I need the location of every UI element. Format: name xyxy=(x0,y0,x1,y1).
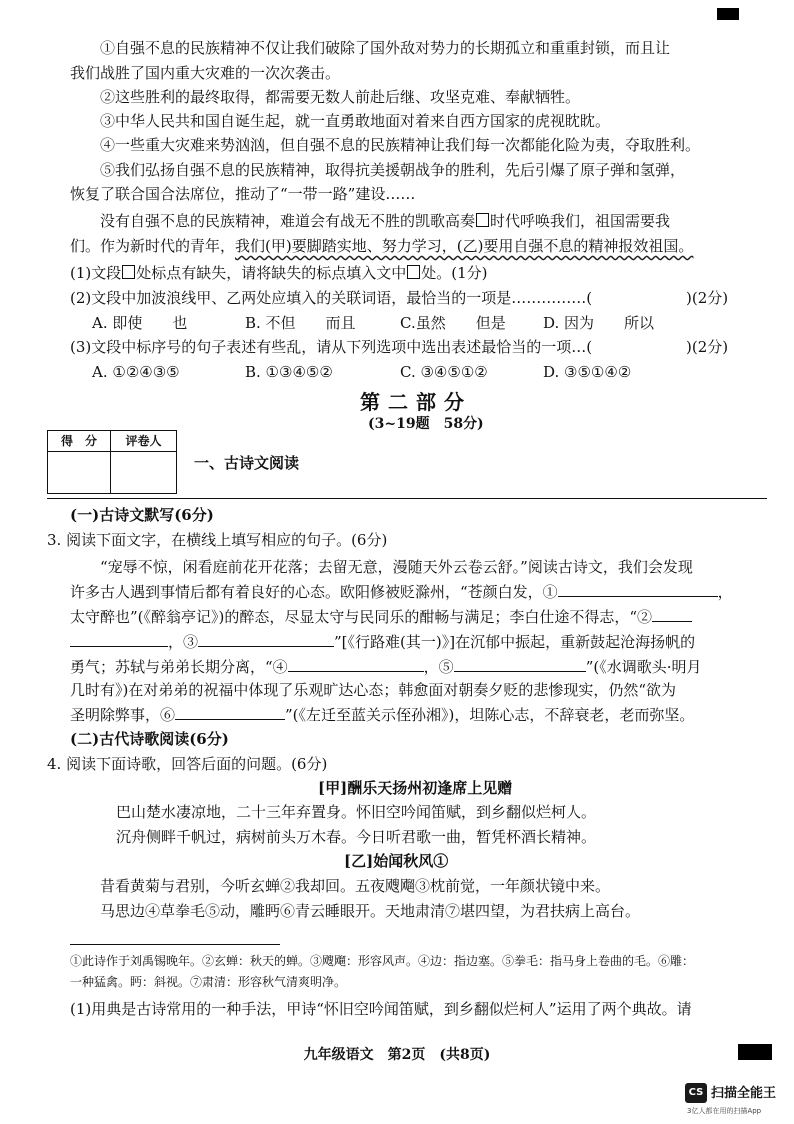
reviewer-cell[interactable] xyxy=(111,452,176,493)
section-divider xyxy=(47,498,767,499)
answer-box[interactable] xyxy=(407,265,420,279)
corner-mark-top xyxy=(717,8,739,20)
paragraph-2-line-1 xyxy=(100,210,670,232)
question-3-option-c[interactable]: C. ③④⑤①② xyxy=(400,363,488,381)
text-line-5 xyxy=(70,655,701,678)
text-line-3 xyxy=(70,605,692,628)
poem-a-line-2: 沉舟侧畔千帆过，病树前头万木春。今日听君歌一曲，暂凭杯酒长精神。 xyxy=(116,828,597,846)
question-1-mid: 处标点有缺失，请将缺失的标点填入文中 xyxy=(136,264,407,282)
text-line-1: “宠辱不惊，闲看庭前花开花落；去留无意，漫随天外云卷云舒。”阅读古诗文，我们会发现 xyxy=(100,558,693,576)
corner-mark-bottom xyxy=(738,1044,772,1060)
sentence-1: ①自强不息的民族精神不仅让我们破除了国外敌对势力的长期孤立和重重封锁，而且让 xyxy=(100,39,671,57)
text-line-6: 几时有》)在对弟弟的祝福中体现了乐观旷达心态；韩愈面对朝奏夕贬的悲惨现实，仍然“欲为 xyxy=(70,681,677,699)
sentence-5: ⑤我们弘扬自强不息的民族精神，取得抗美援朝战争的胜利，先后引爆了原子弹和氢弹， xyxy=(100,161,686,179)
blank-6[interactable] xyxy=(175,703,285,720)
poem-b-title: [乙]始闻秋风① xyxy=(344,852,449,870)
paragraph-2-lead: 们。作为新时代的青年， xyxy=(70,237,236,255)
sentence-2: ②这些胜利的最终取得，都需要无数人前赴后继、攻坚克难、奉献牺牲。 xyxy=(100,88,581,106)
question-1 xyxy=(70,262,488,284)
blank-2b[interactable] xyxy=(70,630,168,647)
sentence-1-cont: 我们战胜了国内重大灾难的一次次袭击。 xyxy=(70,64,341,82)
punctuation-box-ref xyxy=(122,265,135,279)
text-line-4-mark: ，③ xyxy=(168,633,199,651)
blank-4[interactable] xyxy=(288,655,424,672)
text-line-5-mark: ，⑤ xyxy=(423,658,454,676)
question-2-option-d[interactable]: D. 因为 所以 xyxy=(543,314,655,332)
part-subtitle: (3~19题 58分) xyxy=(368,416,484,432)
question-3-option-a[interactable]: A. ①②④③⑤ xyxy=(92,363,180,381)
question-3-option-b[interactable]: B. ①③④⑤② xyxy=(245,363,333,381)
wavy-underlined-text: 我们(甲)要脚踏实地、努力学习，(乙)要用自强不息的精神报效祖国。 xyxy=(235,237,694,255)
question-1-score: 处。(1分) xyxy=(421,264,488,282)
section-1-title: 一、古诗文阅读 xyxy=(194,454,300,472)
text-line-2-lead: 许多古人遇到事情后都有着良好的心态。欧阳修被贬滁州，“苍颜白发，① xyxy=(70,583,558,601)
camscanner-name: 扫描全能王 xyxy=(711,1086,777,1101)
subsection-1-title: (一)古诗文默写(6分) xyxy=(70,506,214,524)
text-line-7-lead: 圣明除弊事，⑥ xyxy=(70,706,176,724)
question-1-lead: (1)文段 xyxy=(70,264,122,282)
paragraph-2-line-2 xyxy=(70,235,693,257)
paragraph-2-text: 没有自强不息的民族精神，难道会有战无不胜的凯歌高奏 xyxy=(100,212,476,230)
question-3-prompt: 3. 阅读下面文字，在横线上填写相应的句子。(6分) xyxy=(47,531,388,549)
page-footer: 九年级语文 第2页 (共8页) xyxy=(303,1047,491,1063)
text-line-2-end: ， xyxy=(717,583,733,601)
question-3-option-d[interactable]: D. ③⑤①④② xyxy=(543,363,632,381)
text-line-4 xyxy=(70,630,695,653)
reviewer-header: 评卷人 xyxy=(111,431,176,452)
poem-b-line-1: 昔看黄菊与君别，今听玄蝉②我却回。五夜飕飗③枕前觉，一年颜状镜中来。 xyxy=(100,877,611,895)
blank-3[interactable] xyxy=(198,630,334,647)
blank-1[interactable] xyxy=(558,580,718,597)
text-line-2 xyxy=(70,580,733,603)
poem-b-line-2: 马思边④草拳毛⑤动，雕眄⑥青云睡眼开。天地肃清⑦堪四望，为君扶病上高台。 xyxy=(100,902,641,920)
score-cell[interactable] xyxy=(48,452,111,493)
part-title: 第二部分 xyxy=(360,390,472,414)
footnote-divider xyxy=(70,944,280,945)
text-line-7-rest: ”(《左迁至蓝关示侄孙湘》)，坦陈心志，不辞衰老，老而弥坚。 xyxy=(285,706,695,724)
punctuation-box[interactable] xyxy=(476,213,489,227)
footnote-line-1: ①此诗作于刘禹锡晚年。②玄蝉：秋天的蝉。③飕飗：形容风声。④边：指边塞。⑤拳毛：指马身上卷曲的毛。⑥雕： xyxy=(70,954,695,968)
question-2-option-c[interactable]: C.虽然 但是 xyxy=(400,314,506,332)
question-4-part-1: (1)用典是古诗常用的一种手法，甲诗“怀旧空吟闻笛赋，到乡翻似烂柯人”运用了两个典故。请 xyxy=(70,1000,692,1018)
text-line-4-rest: ”[《行路难(其一)》]在沉郁中振起，重新鼓起沧海扬帆的 xyxy=(334,633,696,651)
sentence-4: ④一些重大灾难来势汹汹，但自强不息的民族精神让我们每一次都能化险为夷，夺取胜利。 xyxy=(100,136,701,154)
sentence-3: ③中华人民共和国自诞生起，就一直勇敢地面对着来自西方国家的虎视眈眈。 xyxy=(100,112,611,130)
footnote-line-2: 一种猛禽。眄：斜视。⑦肃清：形容秋气清爽明净。 xyxy=(70,975,347,989)
paragraph-2-text-end: 时代呼唤我们，祖国需要我 xyxy=(490,212,671,230)
subsection-2-title: (二)古代诗歌阅读(6分) xyxy=(70,730,229,748)
text-line-7 xyxy=(70,703,694,726)
score-header: 得 分 xyxy=(48,431,111,452)
blank-5[interactable] xyxy=(454,655,586,672)
question-2-option-a[interactable]: A. 即使 也 xyxy=(92,314,188,332)
sentence-5-cont: 恢复了联合国合法席位，推动了“一带一路”建设…… xyxy=(70,185,416,203)
question-2-option-b[interactable]: B. 不但 而且 xyxy=(245,314,356,332)
question-2-score: )(2分) xyxy=(686,289,729,307)
question-3-score: )(2分) xyxy=(686,338,729,356)
text-line-5-lead: 勇气；苏轼与弟弟长期分离，“④ xyxy=(70,658,288,676)
text-line-5-rest: ”(《水调歌头·明月 xyxy=(585,658,702,676)
camscanner-logo-icon: CS xyxy=(685,1083,707,1103)
question-4-prompt: 4. 阅读下面诗歌，回答后面的问题。(6分) xyxy=(47,755,328,773)
blank-2a[interactable] xyxy=(652,605,692,622)
question-3: (3)文段中标序号的句子表述有些乱，请从下列选项中选出表述最恰当的一项…( xyxy=(70,338,593,356)
question-2: (2)文段中加波浪线甲、乙两处应填入的关联词语，最恰当的一项是……………( xyxy=(70,289,593,307)
text-line-3-lead: 太守醉也”(《醉翁亭记》)的醉态，尽显太守与民同乐的酣畅与满足；李白仕途不得志，“② xyxy=(70,608,653,626)
score-table xyxy=(47,430,177,494)
poem-a-title: [甲]酬乐天扬州初逢席上见赠 xyxy=(318,779,513,797)
camscanner-tagline: 3亿人都在用的扫描App xyxy=(687,1107,762,1115)
poem-a-line-1: 巴山楚水凄凉地，二十三年弃置身。怀旧空吟闻笛赋，到乡翻似烂柯人。 xyxy=(116,803,597,821)
